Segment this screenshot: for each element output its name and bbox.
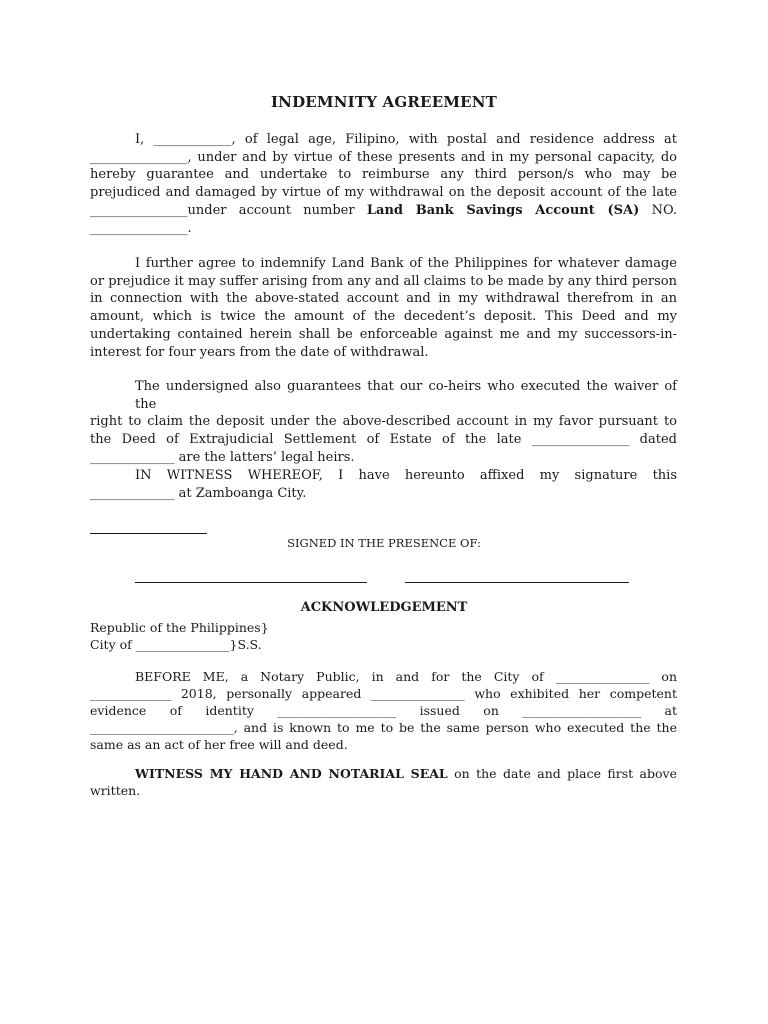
text-line-account bbox=[90, 202, 677, 220]
acknowledgement-title: ACKNOWLEDGEMENT bbox=[300, 600, 468, 615]
text-line: _______________________, and is known to me to be the same person who executed the the bbox=[90, 720, 677, 735]
text-line: _______________. bbox=[90, 220, 192, 236]
text-line: hereby guarantee and undertake to reimburse any third person/s who may be bbox=[90, 167, 677, 183]
text-line: The undersigned also guarantees that our co-heirs who executed the waiver of the bbox=[135, 379, 677, 412]
witness-signature-line-1 bbox=[135, 582, 367, 583]
text-line: _______________, under and by virtue of these presents and in my personal capacity, do bbox=[90, 149, 677, 165]
signature-line bbox=[90, 533, 207, 534]
text-line: same as an act of her free will and deed. bbox=[90, 737, 348, 752]
paragraph-witness-whereof bbox=[90, 467, 677, 502]
venue-republic: Republic of the Philippines} bbox=[90, 620, 269, 635]
paragraph-co-heirs bbox=[90, 378, 677, 467]
paragraph-indemnify bbox=[90, 255, 677, 361]
text-line: interest for four years from the date of withdrawal. bbox=[90, 344, 429, 360]
text-line: evidence of identity ___________________ issued on ___________________ at bbox=[90, 703, 677, 718]
text-line: prejudiced and damaged by virtue of my withdrawal on the deposit account of the late bbox=[90, 185, 677, 201]
text-fragment: NO. bbox=[639, 202, 677, 218]
text-line: _____________ are the latters’ legal heirs. bbox=[90, 449, 355, 465]
text-line: right to claim the deposit under the above-described account in my favor pursuant to bbox=[90, 414, 677, 430]
text-line: in connection with the above-stated account and in my withdrawal therefrom in an bbox=[90, 291, 677, 307]
venue-city: City of _______________}S.S. bbox=[90, 637, 262, 652]
text-line: amount, which is twice the amount of the decedent’s deposit. This Deed and my bbox=[90, 309, 677, 325]
text-line: the Deed of Extrajudicial Settlement of Estate of the late _______________ dated bbox=[90, 432, 677, 448]
paragraph-identity bbox=[90, 131, 677, 237]
text-line: undertaking contained herein shall be enforceable against me and my successors-in- bbox=[90, 326, 677, 342]
text-line: _____________ at Zamboanga City. bbox=[90, 485, 307, 501]
text-line: I further agree to indemnify Land Bank of the Philippines for whatever damage bbox=[135, 256, 677, 271]
text-line: BEFORE ME, a Notary Public, in and for the City of _______________ on bbox=[135, 669, 677, 684]
paragraph-notarial-seal bbox=[90, 765, 677, 799]
venue-block bbox=[90, 619, 677, 653]
text-line bbox=[90, 765, 677, 782]
text-line: written. bbox=[90, 783, 141, 798]
text-fragment: on the date and place first above bbox=[447, 766, 677, 781]
document-title: INDEMNITY AGREEMENT bbox=[270, 93, 498, 111]
text-line: _____________ 2018, personally appeared _______________ who exhibited her competent bbox=[90, 686, 677, 701]
paragraph-notary bbox=[90, 668, 677, 753]
witness-signature-line-2 bbox=[405, 582, 629, 583]
account-type-bold: Land Bank Savings Account (SA) bbox=[366, 202, 640, 218]
text-line: IN WITNESS WHEREOF, I have hereunto affixed my signature this bbox=[135, 468, 677, 483]
text-line: I, ____________, of legal age, Filipino, with postal and residence address at bbox=[135, 132, 677, 147]
text-fragment: _______________under account number bbox=[90, 202, 367, 218]
notarial-seal-bold: WITNESS MY HAND AND NOTARIAL SEAL bbox=[135, 766, 448, 781]
signed-presence-label: SIGNED IN THE PRESENCE OF: bbox=[287, 536, 481, 550]
text-line: or prejudice it may suffer arising from any and all claims to be made by any third person bbox=[90, 273, 677, 289]
